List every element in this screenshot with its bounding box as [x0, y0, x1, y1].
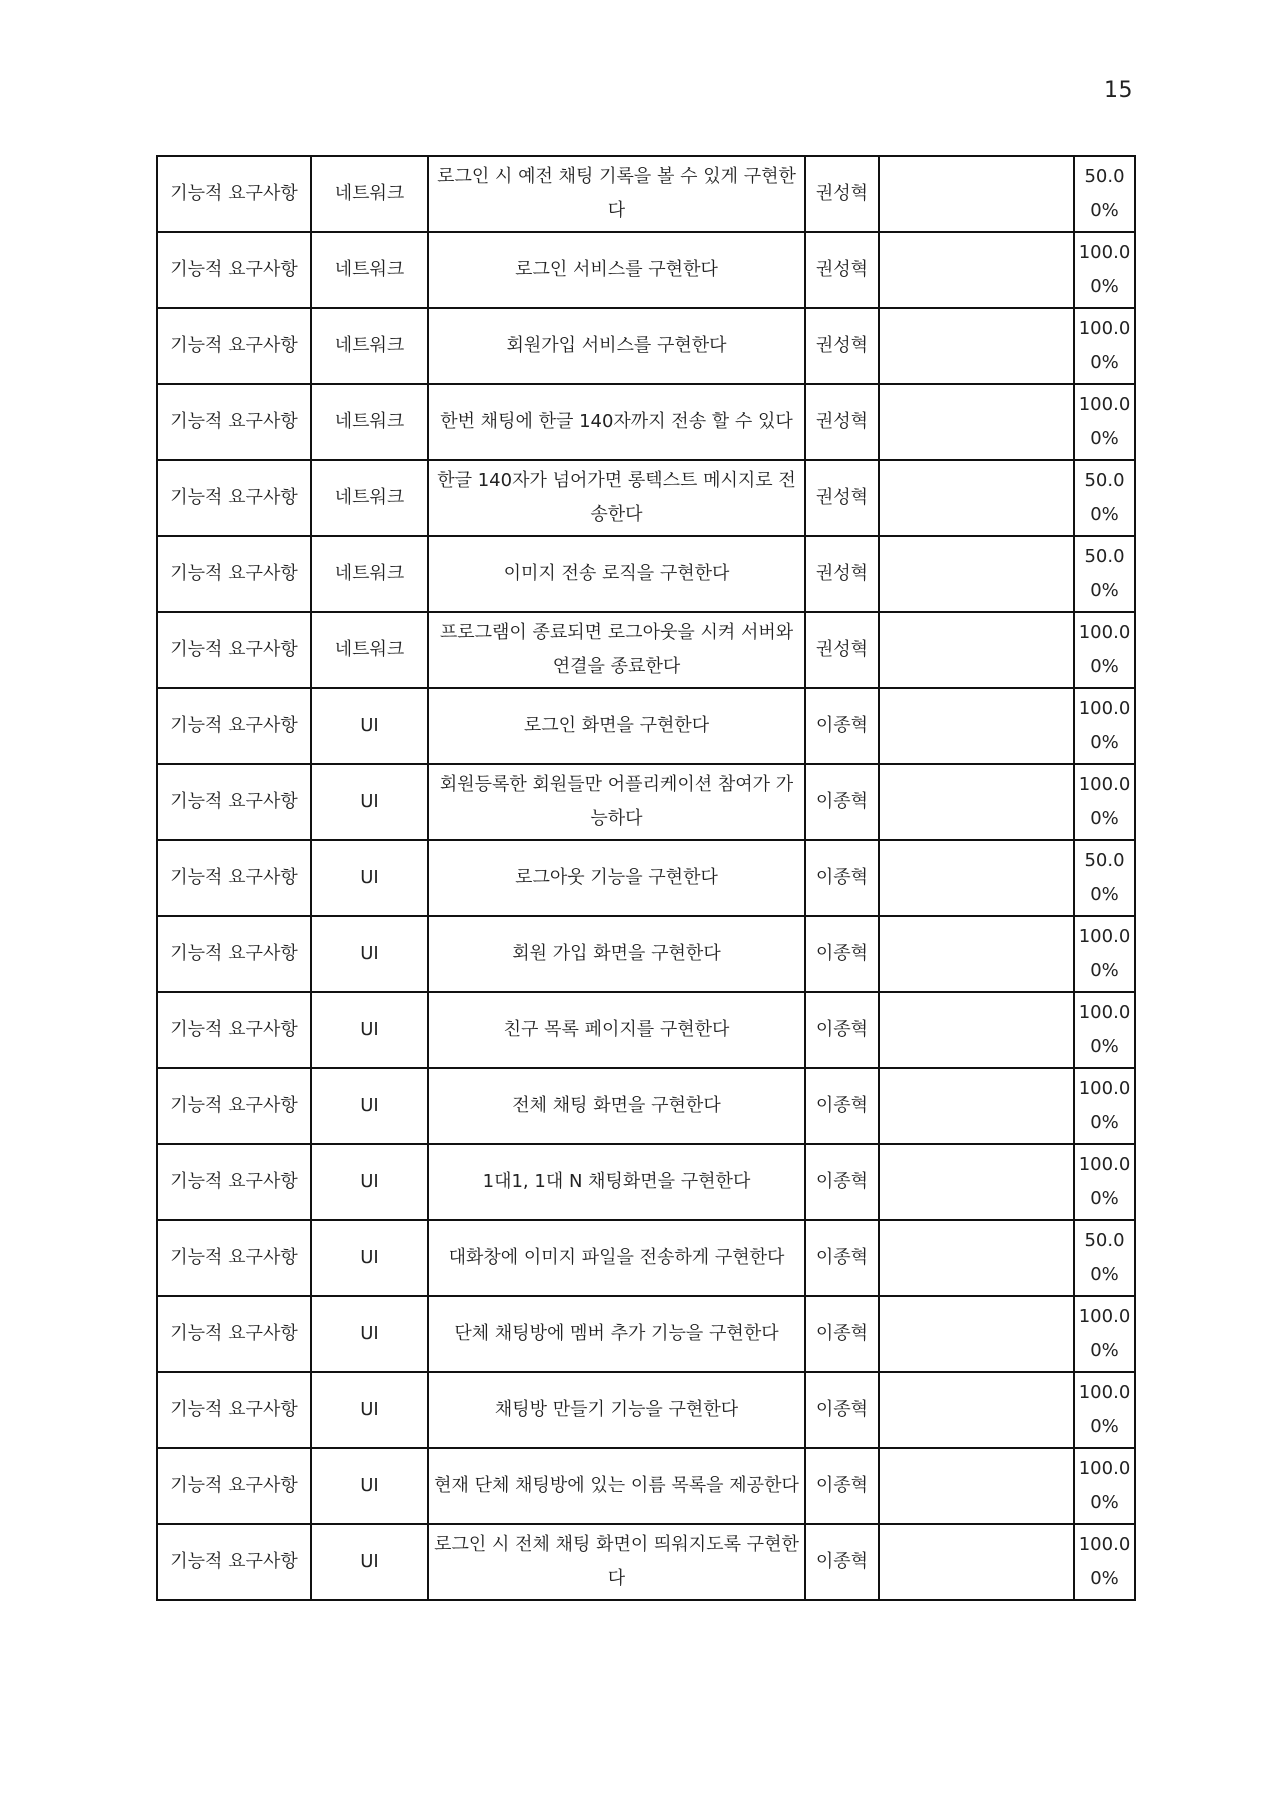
requirement-area-cell: UI [311, 764, 428, 840]
requirement-category-cell: 기능적 요구사항 [157, 840, 311, 916]
requirement-description-cell: 회원가입 서비스를 구현한다 [428, 308, 805, 384]
requirement-owner-cell: 권성혁 [805, 612, 879, 688]
requirement-owner-cell: 이종혁 [805, 1068, 879, 1144]
requirement-area-cell: 네트워크 [311, 536, 428, 612]
requirement-description-cell: 로그인 서비스를 구현한다 [428, 232, 805, 308]
requirement-area-cell: UI [311, 1068, 428, 1144]
requirement-note-cell [879, 156, 1074, 232]
requirement-progress-cell: 50.00% [1074, 1220, 1135, 1296]
requirement-area-cell: UI [311, 1296, 428, 1372]
requirement-note-cell [879, 1068, 1074, 1144]
requirement-progress-cell: 100.00% [1074, 1068, 1135, 1144]
requirement-area-cell: UI [311, 1448, 428, 1524]
requirement-description-cell: 전체 채팅 화면을 구현한다 [428, 1068, 805, 1144]
requirement-category-cell: 기능적 요구사항 [157, 1220, 311, 1296]
table-row [157, 232, 1135, 308]
requirement-description-cell: 회원등록한 회원들만 어플리케이션 참여가 가능하다 [428, 764, 805, 840]
requirement-note-cell [879, 1524, 1074, 1600]
requirement-owner-cell: 이종혁 [805, 1524, 879, 1600]
requirement-area-cell: UI [311, 1524, 428, 1600]
requirement-area-cell: UI [311, 840, 428, 916]
requirement-category-cell: 기능적 요구사항 [157, 1448, 311, 1524]
table-row [157, 764, 1135, 840]
requirement-category-cell: 기능적 요구사항 [157, 232, 311, 308]
requirement-owner-cell: 권성혁 [805, 308, 879, 384]
requirement-note-cell [879, 1448, 1074, 1524]
requirement-category-cell: 기능적 요구사항 [157, 612, 311, 688]
requirements-table-body [157, 156, 1135, 1600]
table-row [157, 1448, 1135, 1524]
requirement-progress-cell: 100.00% [1074, 308, 1135, 384]
requirement-description-cell: 한글 140자가 넘어가면 롱텍스트 메시지로 전송한다 [428, 460, 805, 536]
requirement-owner-cell: 권성혁 [805, 156, 879, 232]
requirement-description-cell: 친구 목록 페이지를 구현한다 [428, 992, 805, 1068]
table-row [157, 156, 1135, 232]
requirement-category-cell: 기능적 요구사항 [157, 308, 311, 384]
requirement-owner-cell: 이종혁 [805, 1448, 879, 1524]
requirement-owner-cell: 권성혁 [805, 232, 879, 308]
requirement-progress-cell: 100.00% [1074, 1448, 1135, 1524]
requirement-owner-cell: 이종혁 [805, 916, 879, 992]
requirement-progress-cell: 100.00% [1074, 612, 1135, 688]
requirement-category-cell: 기능적 요구사항 [157, 1296, 311, 1372]
requirement-owner-cell: 이종혁 [805, 688, 879, 764]
requirement-area-cell: UI [311, 688, 428, 764]
requirement-category-cell: 기능적 요구사항 [157, 688, 311, 764]
requirement-description-cell: 이미지 전송 로직을 구현한다 [428, 536, 805, 612]
requirement-area-cell: UI [311, 992, 428, 1068]
requirement-note-cell [879, 1144, 1074, 1220]
requirement-description-cell: 로그인 시 전체 채팅 화면이 띄워지도록 구현한다 [428, 1524, 805, 1600]
requirement-progress-cell: 100.00% [1074, 1144, 1135, 1220]
requirement-area-cell: 네트워크 [311, 612, 428, 688]
requirement-category-cell: 기능적 요구사항 [157, 156, 311, 232]
table-row [157, 916, 1135, 992]
requirement-owner-cell: 권성혁 [805, 460, 879, 536]
table-row [157, 992, 1135, 1068]
requirement-area-cell: 네트워크 [311, 308, 428, 384]
requirement-category-cell: 기능적 요구사항 [157, 916, 311, 992]
requirement-progress-cell: 50.00% [1074, 536, 1135, 612]
requirement-area-cell: UI [311, 1220, 428, 1296]
requirement-area-cell: 네트워크 [311, 232, 428, 308]
table-row [157, 1372, 1135, 1448]
requirement-progress-cell: 100.00% [1074, 1372, 1135, 1448]
requirement-area-cell: UI [311, 1372, 428, 1448]
requirement-owner-cell: 권성혁 [805, 536, 879, 612]
requirement-description-cell: 1대1, 1대 N 채팅화면을 구현한다 [428, 1144, 805, 1220]
table-row [157, 384, 1135, 460]
requirement-note-cell [879, 992, 1074, 1068]
table-row [157, 840, 1135, 916]
requirement-category-cell: 기능적 요구사항 [157, 384, 311, 460]
table-row [157, 536, 1135, 612]
requirement-description-cell: 한번 채팅에 한글 140자까지 전송 할 수 있다 [428, 384, 805, 460]
requirement-owner-cell: 이종혁 [805, 1220, 879, 1296]
requirement-owner-cell: 이종혁 [805, 1372, 879, 1448]
requirement-area-cell: UI [311, 1144, 428, 1220]
requirement-note-cell [879, 308, 1074, 384]
requirement-note-cell [879, 1220, 1074, 1296]
requirement-progress-cell: 100.00% [1074, 232, 1135, 308]
requirement-owner-cell: 이종혁 [805, 1144, 879, 1220]
requirement-description-cell: 로그아웃 기능을 구현한다 [428, 840, 805, 916]
requirement-owner-cell: 권성혁 [805, 384, 879, 460]
requirement-description-cell: 프로그램이 종료되면 로그아웃을 시켜 서버와 연결을 종료한다 [428, 612, 805, 688]
requirement-category-cell: 기능적 요구사항 [157, 1524, 311, 1600]
requirement-progress-cell: 100.00% [1074, 764, 1135, 840]
table-row [157, 1524, 1135, 1600]
table-row [157, 1220, 1135, 1296]
requirement-progress-cell: 50.00% [1074, 156, 1135, 232]
requirement-owner-cell: 이종혁 [805, 764, 879, 840]
requirement-category-cell: 기능적 요구사항 [157, 536, 311, 612]
requirement-note-cell [879, 1372, 1074, 1448]
requirement-progress-cell: 100.00% [1074, 688, 1135, 764]
requirement-note-cell [879, 612, 1074, 688]
table-row [157, 1068, 1135, 1144]
requirement-note-cell [879, 764, 1074, 840]
table-row [157, 460, 1135, 536]
requirement-note-cell [879, 460, 1074, 536]
requirement-area-cell: UI [311, 916, 428, 992]
requirement-category-cell: 기능적 요구사항 [157, 460, 311, 536]
requirement-note-cell [879, 384, 1074, 460]
requirement-description-cell: 로그인 화면을 구현한다 [428, 688, 805, 764]
requirement-area-cell: 네트워크 [311, 460, 428, 536]
table-row [157, 688, 1135, 764]
requirement-owner-cell: 이종혁 [805, 840, 879, 916]
requirement-note-cell [879, 916, 1074, 992]
requirement-progress-cell: 100.00% [1074, 1524, 1135, 1600]
requirement-progress-cell: 100.00% [1074, 1296, 1135, 1372]
requirement-owner-cell: 이종혁 [805, 1296, 879, 1372]
requirement-description-cell: 현재 단체 채팅방에 있는 이름 목록을 제공한다 [428, 1448, 805, 1524]
table-row [157, 1296, 1135, 1372]
requirement-progress-cell: 50.00% [1074, 460, 1135, 536]
requirement-category-cell: 기능적 요구사항 [157, 992, 311, 1068]
requirement-progress-cell: 100.00% [1074, 992, 1135, 1068]
requirement-note-cell [879, 840, 1074, 916]
requirement-description-cell: 채팅방 만들기 기능을 구현한다 [428, 1372, 805, 1448]
requirement-description-cell: 로그인 시 예전 채팅 기록을 볼 수 있게 구현한다 [428, 156, 805, 232]
requirement-description-cell: 단체 채팅방에 멤버 추가 기능을 구현한다 [428, 1296, 805, 1372]
requirement-note-cell [879, 688, 1074, 764]
requirement-progress-cell: 100.00% [1074, 384, 1135, 460]
requirement-description-cell: 대화창에 이미지 파일을 전송하게 구현한다 [428, 1220, 805, 1296]
requirement-owner-cell: 이종혁 [805, 992, 879, 1068]
requirement-category-cell: 기능적 요구사항 [157, 1068, 311, 1144]
requirement-note-cell [879, 232, 1074, 308]
requirement-description-cell: 회원 가입 화면을 구현한다 [428, 916, 805, 992]
table-row [157, 308, 1135, 384]
requirement-note-cell [879, 1296, 1074, 1372]
requirement-progress-cell: 100.00% [1074, 916, 1135, 992]
table-row [157, 1144, 1135, 1220]
requirement-progress-cell: 50.00% [1074, 840, 1135, 916]
requirement-category-cell: 기능적 요구사항 [157, 1372, 311, 1448]
requirement-area-cell: 네트워크 [311, 384, 428, 460]
page-number: 15 [1104, 78, 1133, 103]
requirements-table [156, 155, 1136, 1601]
requirement-category-cell: 기능적 요구사항 [157, 764, 311, 840]
table-row [157, 612, 1135, 688]
requirement-category-cell: 기능적 요구사항 [157, 1144, 311, 1220]
requirement-note-cell [879, 536, 1074, 612]
requirement-area-cell: 네트워크 [311, 156, 428, 232]
